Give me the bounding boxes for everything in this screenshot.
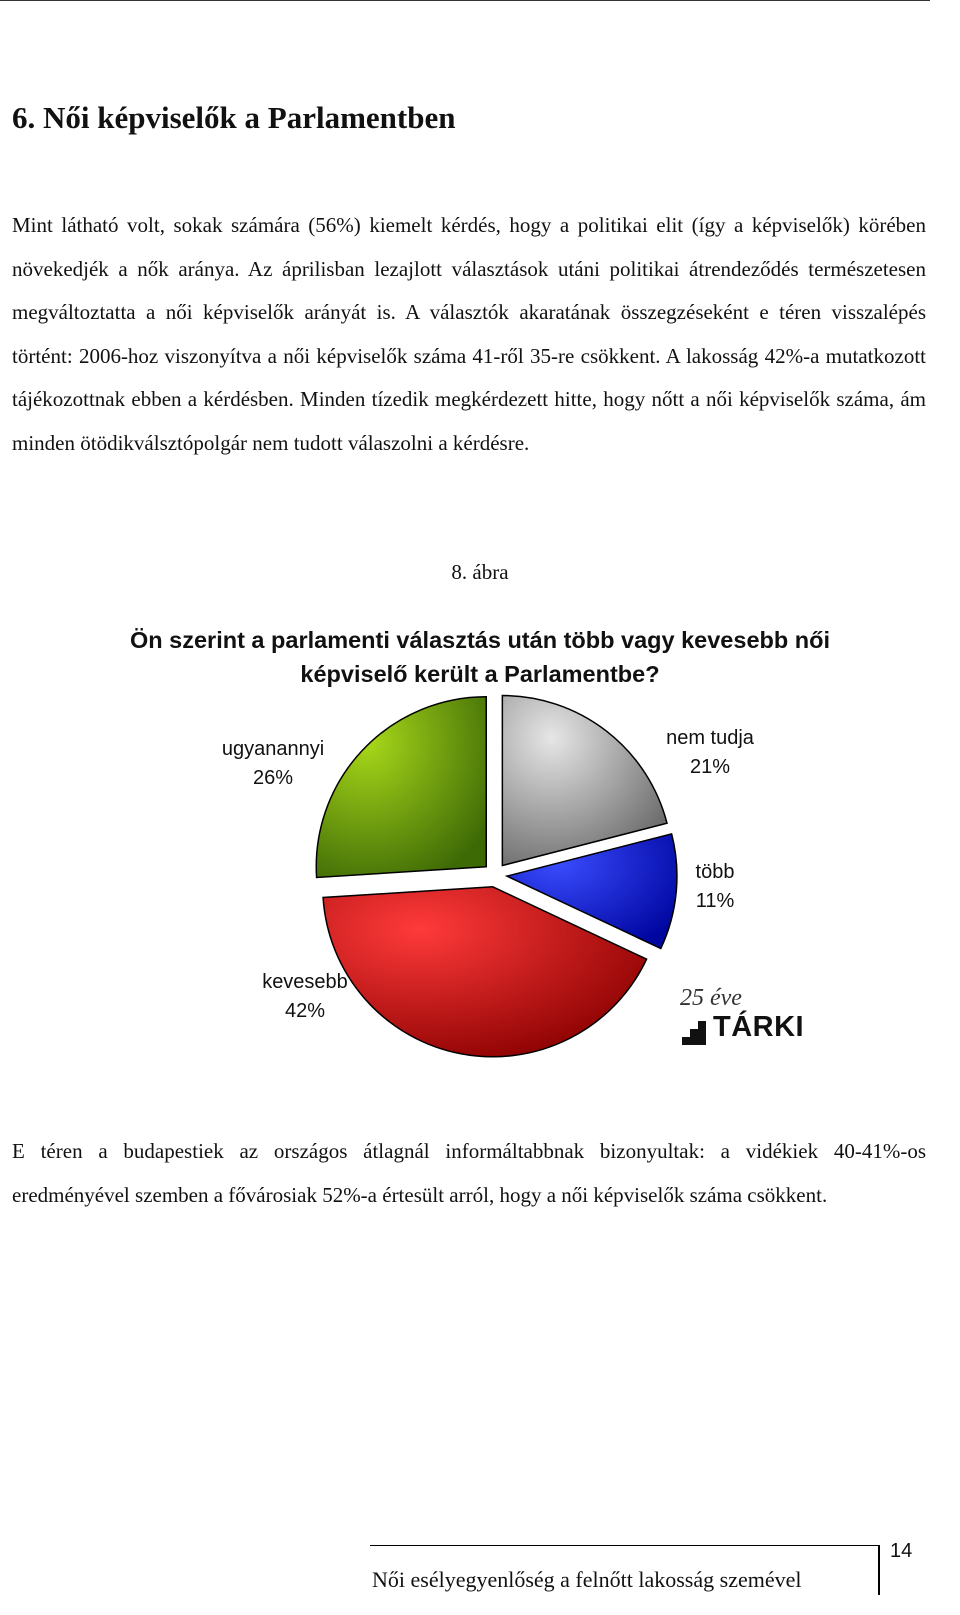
slice-name: nem tudja	[666, 727, 754, 749]
stairs-icon	[682, 1017, 710, 1045]
slice-label-tobb	[670, 858, 760, 916]
slice-percent: 26%	[252, 767, 294, 789]
slice-percent: 42%	[284, 1000, 326, 1022]
slice-percent: 11%	[695, 890, 735, 912]
pie-slice-nem-tudja	[502, 696, 667, 866]
footer-title: Női esélyegyenlőség a felnőtt lakosság szemével	[372, 1567, 802, 1592]
slice-label-nem-tudja	[655, 724, 765, 782]
body-paragraph-2: E téren a budapestiek az országos átlagnál informáltabbnak bizonyultak: a vidékiek 40-41%-os eredményével szemben a fővárosiak 52%-a értesült arról, hogy a női képviselők száma csökkent.	[12, 1139, 926, 1207]
footer-separator	[878, 1545, 880, 1595]
figure-caption: 8. ábra	[451, 560, 509, 584]
logo-year: 25 éve	[680, 985, 742, 1011]
page-number: 14	[890, 1540, 913, 1562]
tarki-logo	[680, 985, 825, 1055]
pie-slice-ugyanannyi	[316, 697, 486, 878]
slice-name: ugyanannyi	[221, 738, 325, 760]
slice-name: kevesebb	[262, 971, 348, 993]
section-heading: 6. Női képviselők a Parlamentben	[12, 100, 456, 135]
slice-label-ugyanannyi	[208, 735, 338, 793]
logo-name: TÁRKI	[713, 1011, 805, 1043]
chart-title: Ön szerint a parlamenti választás után több vagy kevesebb női képviselő került a Parlamentbe?	[130, 627, 830, 687]
footer-rule	[370, 1545, 878, 1546]
slice-name: több	[695, 861, 735, 883]
slice-label-kevesebb	[245, 968, 365, 1026]
slice-percent: 21%	[689, 756, 731, 778]
body-paragraph-1: Mint látható volt, sokak számára (56%) kiemelt kérdés, hogy a politikai elit (így a képviselők) körében növekedjék a nők aránya. Az áprilisban lezajlott választások utáni politikai átrendeződés természetesen megváltoztatta a női képviselők arányát is. A választók akaratának összegzéseként e téren visszalépés történt: 2006-hoz viszonyítva a női képviselők száma 41-ről 35-re csökkent. A lakosság 42%-a mutatkozott tájékozottnak ebben a kérdésben. Minden tízedik megkérdezett hitte, hogy nőtt a női képviselők száma, ám minden ötödikválsztópolgár nem tudott válaszolni a kérdésre.	[12, 213, 926, 455]
